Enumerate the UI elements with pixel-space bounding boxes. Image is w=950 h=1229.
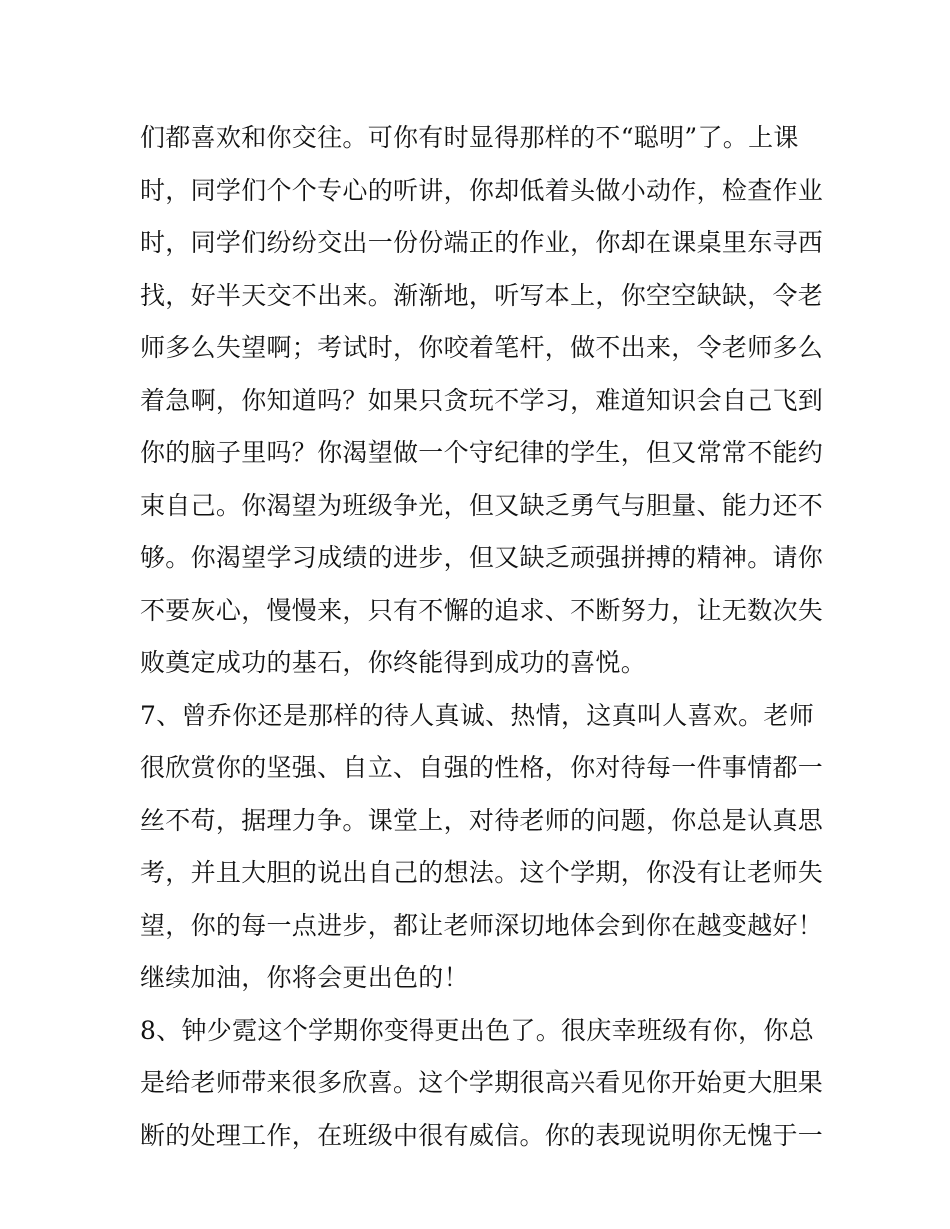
text-line: 时，同学们纷纷交出一份份端正的作业，你却在课桌里东寻西: [140, 228, 824, 257]
text-line: 是给老师带来很多欣喜。这个学期很高兴看见你开始更大胆果: [140, 1068, 824, 1097]
text-line: 继续加油，你将会更出色的！: [140, 963, 469, 992]
body-text: [140, 112, 824, 1162]
text-line: 着急啊，你知道吗？如果只贪玩不学习，难道知识会自己飞到: [140, 385, 824, 415]
text-line: 丝不苟，据理力争。课堂上，对待老师的问题，你总是认真思: [140, 805, 824, 835]
text-line: 束自己。你渴望为班级争光，但又缺乏勇气与胆量、能力还不: [140, 490, 824, 520]
text-line: 很欣赏你的坚强、自立、自强的性格，你对待每一件事情都一: [140, 753, 824, 782]
text-line: 不要灰心，慢慢来，只有不懈的追求、不断努力，让无数次失: [140, 595, 824, 625]
text-line: 断的处理工作，在班级中很有威信。你的表现说明你无愧于一: [140, 1120, 824, 1150]
text-line: 败奠定成功的基石，你终能得到成功的喜悦。: [140, 648, 647, 677]
text-line: 你的脑子里吗？你渴望做一个守纪律的学生，但又常常不能约: [140, 438, 824, 467]
text-line: 够。你渴望学习成绩的进步，但又缺乏顽强拼搏的精神。请你: [140, 543, 824, 572]
text-line: 时，同学们个个专心的听讲，你却低着头做小动作，检查作业: [140, 175, 824, 205]
text-line: 考，并且大胆的说出自己的想法。这个学期，你没有让老师失: [140, 858, 824, 887]
paragraph-8-start: 8、钟少霓这个学期你变得更出色了。很庆幸班级有你，你总: [140, 1015, 815, 1045]
text-line: 师多么失望啊；考试时，你咬着笔杆，做不出来，令老师多么: [140, 333, 824, 362]
text-line: 望，你的每一点进步，都让老师深切地体会到你在越变越好！: [140, 910, 824, 940]
paragraph-7-start: 7、曾乔你还是那样的待人真诚、热情，这真叫人喜欢。老师: [140, 700, 815, 730]
text-line: 们都喜欢和你交往。可你有时显得那样的不“聪明”了。上课: [140, 123, 799, 152]
text-line: 找，好半天交不出来。渐渐地，听写本上，你空空缺缺，令老: [140, 280, 824, 310]
